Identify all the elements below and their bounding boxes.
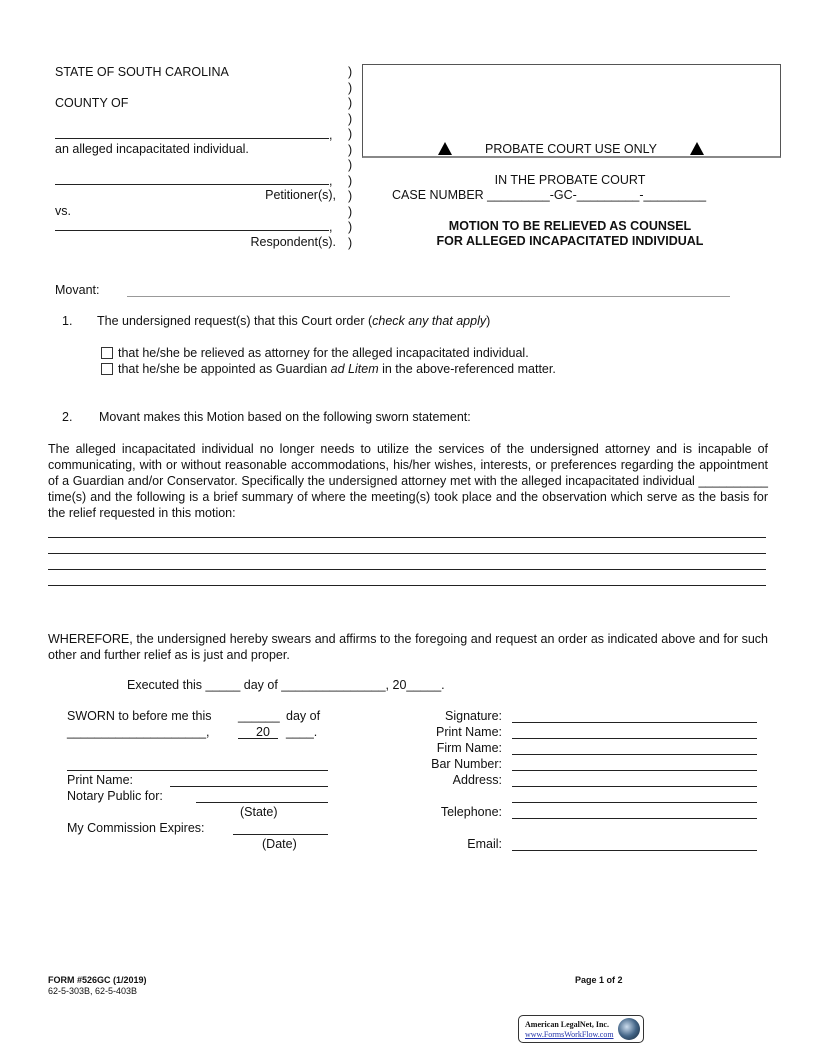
option-relieve-text: that he/she be relieved as attorney for the alleged incapacitated individual. (118, 346, 529, 360)
comma: , (329, 174, 333, 188)
aii-label: an alleged incapacitated individual. (55, 142, 249, 156)
caption-paren: ) (348, 173, 353, 188)
triangle-up-icon (690, 142, 704, 155)
notary-print-name-line[interactable] (170, 786, 328, 787)
twenty-label: 20 (256, 725, 270, 739)
signature-field-label: Telephone: (440, 805, 502, 819)
option-gal-text: that he/she be appointed as Guardian ad Litem in the above-referenced matter. (118, 362, 556, 376)
relieve-checkbox[interactable] (101, 347, 113, 359)
signature-field-line[interactable] (512, 818, 757, 819)
sworn-month-blank[interactable]: ____________________, (67, 725, 210, 739)
title-line1: MOTION TO BE RELIEVED AS COUNSEL (448, 219, 692, 233)
sworn-year-blank[interactable]: ____. (286, 725, 318, 739)
item2-number: 2. (62, 410, 73, 424)
commission-label: My Commission Expires: (67, 821, 205, 835)
title-line2: FOR ALLEGED INCAPACITATED INDIVIDUAL (436, 234, 704, 248)
comma: , (329, 220, 333, 234)
caption-paren: ) (348, 235, 353, 250)
movant-field[interactable] (127, 296, 730, 297)
court-name: IN THE PROBATE COURT (494, 173, 646, 187)
signature-field-label: Email: (467, 837, 502, 851)
sworn-label: SWORN to before me this (67, 709, 212, 723)
sworn-day-blank[interactable]: ______ (238, 709, 280, 723)
signature-field-line[interactable] (512, 786, 757, 787)
sworn-statement: The alleged incapacitated individual no longer needs to utilize the services of the undersigned attorney and is incapable of communicating, with or without reasonable accommodations, his/her wishes, interests, or preferences regarding the appointment of a Guardian and/or Conservator. Specifically the undersigned attorney met with the alleged incapacitated individual __________ time(s) and the following is a brief summary of where the meeting(s) took place and the observation which serve as the basis for the relief requested in this motion: (48, 442, 768, 520)
caption-paren: ) (348, 220, 353, 234)
signature-field-label: Address: (452, 773, 502, 787)
globe-icon (618, 1018, 640, 1040)
comma: , (329, 128, 333, 142)
case-number[interactable]: CASE NUMBER _________-GC-_________-_________ (392, 188, 707, 202)
state-heading: STATE OF SOUTH CAROLINA (55, 65, 229, 79)
executed-line[interactable]: Executed this _____ day of _______________, 20_____. (127, 678, 445, 692)
signature-field-label: Signature: (445, 709, 502, 723)
form-number: FORM #526GC (1/2019) (48, 975, 147, 985)
summary-line[interactable] (48, 553, 766, 554)
signature-field-line[interactable] (512, 738, 757, 739)
page-number: Page 1 of 2 (575, 975, 623, 985)
gal-checkbox[interactable] (101, 363, 113, 375)
state-sublabel: (State) (240, 805, 278, 819)
caption-paren: ) (348, 65, 353, 79)
notary-state-line[interactable] (196, 802, 328, 803)
item1-text: The undersigned request(s) that this Court order (check any that apply) (97, 314, 491, 328)
caption-paren: ) (348, 189, 353, 203)
summary-line[interactable] (48, 585, 766, 586)
signature-field-label: Bar Number: (431, 757, 502, 771)
caption-paren: ) (348, 158, 353, 172)
american-legalnet-logo: American LegalNet, Inc. www.FormsWorkFlow.com (518, 1015, 644, 1043)
signature-field-line[interactable] (512, 770, 757, 771)
signature-field-line[interactable] (512, 754, 757, 755)
respondent-label: Respondent(s). (250, 235, 336, 249)
address-line-2[interactable] (512, 802, 757, 803)
petitioner-label: Petitioner(s), (265, 188, 336, 202)
statute-codes: 62-5-303B, 62-5-403B (48, 986, 138, 996)
vs-label: vs. (55, 204, 71, 218)
notary-for-label: Notary Public for: (67, 789, 163, 803)
court-use-label: PROBATE COURT USE ONLY (484, 142, 658, 156)
caption-paren: ) (348, 96, 353, 110)
signature-field-line[interactable] (512, 722, 757, 723)
date-sublabel: (Date) (262, 837, 297, 851)
aii-name-line[interactable] (55, 138, 329, 139)
caption-paren: ) (348, 204, 353, 219)
county-label: COUNTY OF (55, 96, 129, 110)
summary-line[interactable] (48, 569, 766, 570)
caption-paren: ) (348, 142, 353, 157)
signature-field-label: Print Name: (436, 725, 502, 739)
caption-paren: ) (348, 127, 353, 141)
signature-field-label: Firm Name: (436, 741, 502, 755)
notary-print-name-label: Print Name: (67, 773, 133, 787)
summary-line[interactable] (48, 537, 766, 538)
respondent-name-line[interactable] (55, 230, 329, 231)
caption-paren: ) (348, 111, 353, 126)
day-of-label: day of (286, 709, 321, 723)
twenty-underline (238, 738, 278, 739)
triangle-up-icon (438, 142, 452, 155)
item2-text: Movant makes this Motion based on the following sworn statement: (99, 410, 471, 424)
petitioner-name-line[interactable] (55, 184, 329, 185)
caption-paren: ) (348, 80, 353, 95)
item1-number: 1. (62, 314, 73, 328)
notary-signature-line[interactable] (67, 770, 328, 771)
wherefore-paragraph: WHEREFORE, the undersigned hereby swears and affirms to the foregoing and request an order as indicated above and for such other and further relief as is just and proper. (48, 632, 768, 662)
commission-date-line[interactable] (233, 834, 328, 835)
signature-field-line[interactable] (512, 850, 757, 851)
movant-label: Movant: (55, 283, 100, 297)
